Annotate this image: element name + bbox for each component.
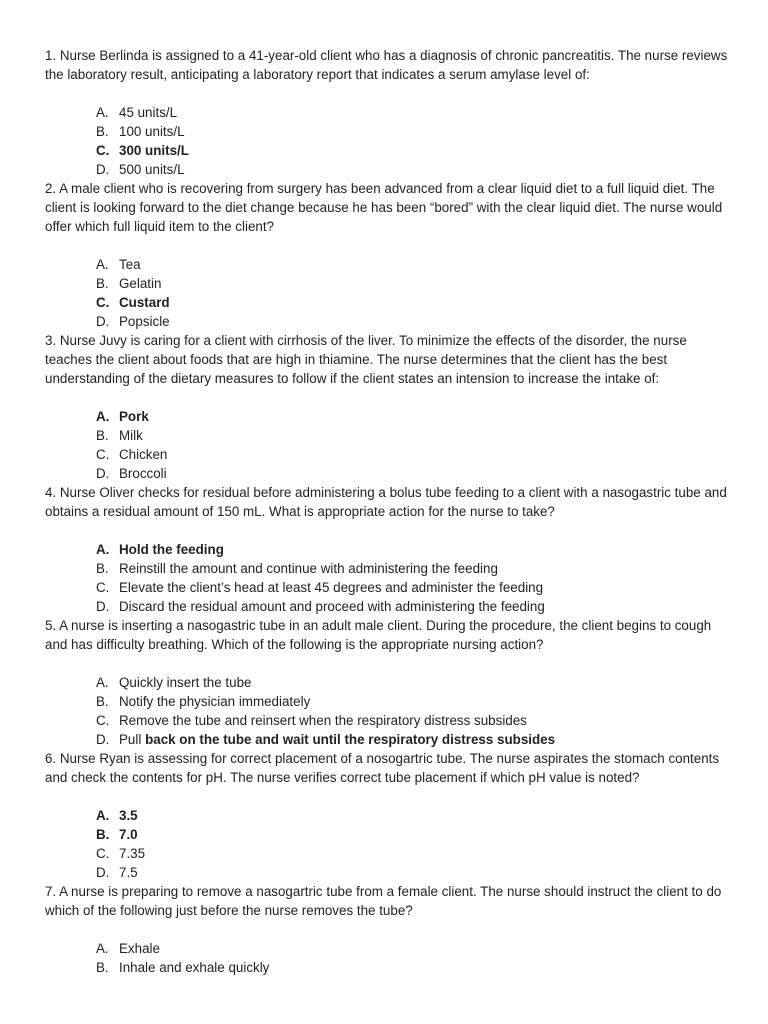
question-text: 3. Nurse Juvy is caring for a client with cirrhosis of the liver. To minimize the effects of the disorder, the nurse teaches the client about foods that are high in thiamine. The nurse determines that the client has the best understanding of the dietary measures to follow if the client states an intension to increase the intake of: [45,333,687,386]
option-text: 100 units/L [119,124,185,139]
answer-options [45,806,735,882]
answer-options [45,103,735,179]
option-letter: D. [96,466,110,481]
question-text: 6. Nurse Ryan is assessing for correct placement of a nosogartric tube. The nurse aspirates the stomach contents and check the contents for pH. The nurse verifies correct tube placement if which pH value is noted? [45,751,720,785]
option-c-correct [45,293,735,312]
option-d [45,863,735,882]
option-text: Popsicle [119,314,170,329]
option-text: Pull [119,732,146,747]
option-letter: B. [96,827,110,842]
option-text: Elevate the client’s head at least 45 degrees and administer the feeding [119,580,544,595]
option-letter: B. [96,960,109,975]
option-b [45,692,735,711]
option-letter: C. [96,143,110,158]
option-d [45,730,735,749]
option-d [45,312,735,331]
option-d [45,160,735,179]
option-text: Broccoli [119,466,167,481]
document-page [45,46,735,977]
question-2 [45,179,735,331]
option-b [45,274,735,293]
answer-options [45,939,735,977]
option-letter: D. [96,599,110,614]
option-text: 300 units/L [119,143,189,158]
option-text: 7.5 [119,865,138,880]
option-text: Chicken [119,447,168,462]
option-c-correct [45,141,735,160]
option-letter: C. [96,846,110,861]
option-letter: D. [96,865,110,880]
question-6 [45,749,735,882]
option-text: Custard [119,295,170,310]
option-text: Reinstill the amount and continue with administering the feeding [119,561,498,576]
option-text: Tea [119,257,141,272]
option-letter: B. [96,694,109,709]
option-c [45,578,735,597]
option-letter: D. [96,732,110,747]
question-text: 4. Nurse Oliver checks for residual before administering a bolus tube feeding to a client with a nasogastric tube and obtains a residual amount of 150 mL. What is appropriate action for the nurse to take? [45,485,727,519]
option-letter: A. [96,257,109,272]
question-3 [45,331,735,483]
option-a [45,673,735,692]
option-b [45,426,735,445]
answer-options [45,673,735,749]
question-7 [45,882,735,977]
option-letter: A. [96,941,109,956]
option-a-correct [45,540,735,559]
option-a-correct [45,407,735,426]
option-letter: A. [96,675,109,690]
option-letter: D. [96,162,110,177]
option-text: 3.5 [119,808,138,823]
option-text: Pork [119,409,149,424]
option-c [45,711,735,730]
option-b [45,559,735,578]
option-text: 7.0 [119,827,138,842]
option-d [45,464,735,483]
option-text: Milk [119,428,143,443]
option-letter: D. [96,314,110,329]
question-4 [45,483,735,616]
option-text: 500 units/L [119,162,185,177]
option-text: 45 units/L [119,105,178,120]
option-text: 7.35 [119,846,146,861]
option-letter: B. [96,124,109,139]
option-c [45,445,735,464]
option-text-bold-part: back on the tube and wait until the respiratory distress subsides [145,732,556,747]
option-text: Gelatin [119,276,162,291]
option-letter: B. [96,428,109,443]
question-text: 2. A male client who is recovering from surgery has been advanced from a clear liquid diet to a full liquid diet. The client is looking forward to the diet change because he has been “bored” with the clear liquid diet. The nurse would offer which full liquid item to the client? [45,181,723,234]
option-d [45,597,735,616]
option-c [45,844,735,863]
option-a [45,255,735,274]
option-letter: C. [96,295,110,310]
option-a-correct [45,806,735,825]
option-letter: A. [96,542,110,557]
answer-options [45,407,735,483]
option-text: Discard the residual amount and proceed with administering the feeding [119,599,545,614]
question-text: 7. A nurse is preparing to remove a nasogartric tube from a female client. The nurse should instruct the client to do which of the following just before the nurse removes the tube? [45,884,722,918]
option-letter: C. [96,447,110,462]
option-a [45,939,735,958]
option-b [45,122,735,141]
option-letter: C. [96,713,110,728]
option-b-correct [45,825,735,844]
question-1 [45,46,735,179]
answer-options [45,540,735,616]
option-text: Quickly insert the tube [119,675,252,690]
option-letter: A. [96,808,110,823]
option-letter: B. [96,561,109,576]
option-a [45,103,735,122]
option-text: Exhale [119,941,160,956]
answer-options [45,255,735,331]
option-text: Remove the tube and reinsert when the respiratory distress subsides [119,713,527,728]
option-text: Hold the feeding [119,542,224,557]
question-text: 5. A nurse is inserting a nasogastric tube in an adult male client. During the procedure, the client begins to cough and has difficulty breathing. Which of the following is the appropriate nursing action? [45,618,712,652]
option-text: Notify the physician immediately [119,694,311,709]
option-b [45,958,735,977]
option-letter: B. [96,276,109,291]
question-text: 1. Nurse Berlinda is assigned to a 41-year-old client who has a diagnosis of chronic pancreatitis. The nurse reviews the laboratory result, anticipating a laboratory report that indicates a serum amylase level of: [45,48,728,82]
question-5 [45,616,735,749]
option-text: Inhale and exhale quickly [119,960,270,975]
option-letter: C. [96,580,110,595]
option-letter: A. [96,105,109,120]
option-letter: A. [96,409,110,424]
